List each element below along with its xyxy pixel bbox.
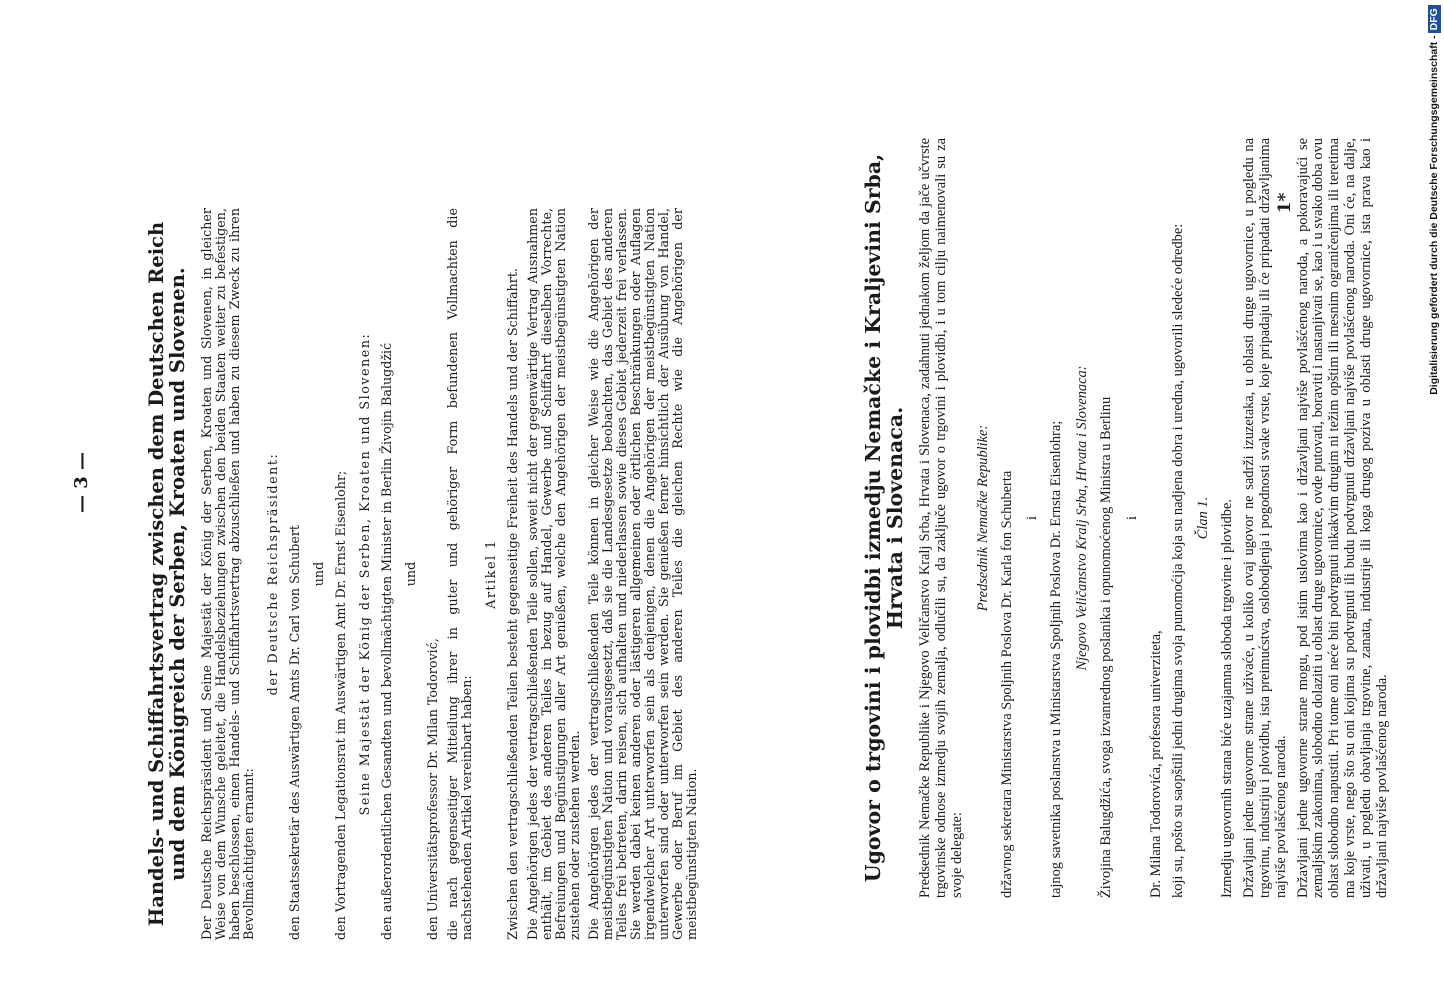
serbian-title: Ugovor o trgovini i plovidbi izmedju Nemačke i Kraljevini Srba, Hrvata i Slovenaca. <box>861 153 908 883</box>
serbian-i-1: i <box>1024 516 1041 520</box>
serbian-column <box>862 138 1397 898</box>
serbian-article-1-paragraph-2: Državljani jedne ugovorne strane uživaće, u koliko ovaj ugovor ne sadrži izuzetaka, u oblasti druge ugovornice, u pogledu na trgovinu, industriju i plovidbu, ista preimućstva, oslobodjenja i pogodnosti svake vrste, koje pripadaju ili će pripadati državljanima najviše povlašćenog naroda. <box>1241 138 1289 898</box>
german-article-1-paragraph-2: Die Angehörigen jedes der vertragschließenden Teile sollen, soweit nicht der gegenwärtige Vertrag Ausnahmen enthält, im Gebiet des anderen Teiles in bezug auf Handel, Gewerbe und Schiffahrt dieselben Vorrechte, Befreiungen und Begünstigungen aller Art genießen, welche den Angehörigen der meistbegünstigten Nation zustehen oder zustehen werden. <box>524 208 582 940</box>
serbian-i-2: i <box>1123 516 1140 520</box>
serbian-delegate-2: tajnog savetnika poslanstva u Ministarstva Spoljnih Poslova Dr. Ernsta Eisenlohra; <box>1048 420 1065 898</box>
german-delegate-3: den außerordentlichen Gesandten und bevollmächtigten Minister in Berlin Živojin Balugdžić <box>378 342 394 940</box>
german-column <box>146 208 705 940</box>
german-delegate-1: den Staatssekretär des Auswärtigen Amts Dr. Carl von Schubert <box>286 524 302 940</box>
signature-mark: 1* <box>1275 192 1295 214</box>
german-article-1-paragraph-1: Zwischen den vertragschließenden Teilen besteht gegenseitige Freiheit des Handels und der Schiffahrt. <box>504 268 520 940</box>
german-party-1: der Deutsche Reichspräsident: <box>264 452 280 696</box>
german-preamble: Der Deutsche Reichspräsident und Seine Majestät der König der Serben, Kroaten und Slovenen, in gleicher Weise von dem Wunsche geleitet, die Handelsbeziehungen zwischen den beiden Staaten weiter zu befestigen, haben beschlossen, einen Handels- und Schiffahrtsvertrag abzuschließen und haben zu diesem Zweck zu ihren Bevollmächtigten ernannt: <box>199 208 256 940</box>
german-delegate-4: den Universitätsprofessor Dr. Milan Todorović, <box>424 638 440 940</box>
german-title: Handels- und Schiffahrtsvertrag zwischen dem Deutschen Reich und dem Königreich der Serben, Kroaten und Slovenen. <box>145 221 190 927</box>
serbian-delegate-4: Dr. Milana Todorovića, profesora univerziteta, <box>1147 630 1164 898</box>
digitization-note <box>1424 0 1444 400</box>
german-article-heading: Artikel 1 <box>482 539 498 609</box>
serbian-closing: koji su, pošto su saopštili jedni drugima svoja punomoćija koja su nadjena dobra i uredna, ugovorili sledeće odredbe: <box>1169 223 1186 898</box>
serbian-article-1-paragraph-1: Izmedju ugovornih strana biće uzajamna sloboda trgovine i plovidbe. <box>1219 499 1236 898</box>
german-closing: die nach gegenseitiger Mitteilung ihrer in guter und gehöriger Form befundenen Vollmachten die nachstehenden Artikel vereinbart haben: <box>444 208 474 940</box>
german-party-2: Seine Majestät der König der Serben, Kroaten und Slovenen: <box>356 332 372 816</box>
serbian-article-heading: Član 1. <box>1195 496 1212 540</box>
dfg-logo: DFG <box>1428 5 1441 33</box>
german-und-2: und <box>402 561 418 587</box>
german-delegate-2: den Vortragenden Legationsrat im Auswärtigen Amt Dr. Ernst Eisenlohr; <box>332 470 348 940</box>
serbian-preamble: Predsednik Nemačke Republike i Njegovo Veličanstvo Kralj Srba, Hrvata i Slovenaca, zadahnuti jednakom željom da jače učvrste trgovinske odnose izmedju svojih zemalja, odlučili su, da zaključe ugovor o trgovini i plovidbi, i u tom cilju naimenovali su za svoje delegate: <box>917 138 965 898</box>
german-und-1: und <box>310 561 326 587</box>
digitization-text: Digitalisierung gefördert durch die Deutsche Forschungsgemeinschaft - <box>1428 35 1440 395</box>
serbian-party-2: Njegovo Veličanstvo Kralj Srba, Hrvata i Slovenaca: <box>1074 365 1091 671</box>
serbian-party-1: Predsednik Nemačke Republike: <box>974 424 991 612</box>
serbian-article-1-paragraph-3: Državljani jedne ugovorne strane mogu, pod istim uslovima kao i državljani najviše povlašćenog naroda, a pokoravajući se zemaljskim zakonima, slobodno dolaziti u oblast druge ugovornice, ovde putovati, boraviti i nastanjivati se, kao i u svako doba ovu oblast slobodno napustiti. Pri tome oni neće biti podvrgnuti nikakvim drugim ni težim opštim ili mesnim ograničenjima ili teretima ma koje vrste, nego što su oni kojima su podvrgnuti ili budu podvrgnuti državljani najviše povlašćenog naroda. Oni će, na dalje, uživati, u pogledu obavljanja trgovine, zanata, industrije ili koga drugog poziva u oblasti druge ugovornice, ista prava kao i državljani najviše povlašćenog naroda. <box>1294 138 1390 898</box>
german-article-1-paragraph-3: Die Angehörigen jedes der vertragschließenden Teile können in gleicher Weise wie die Angehörigen der meistbegünstigten Nation und vorausgesetzt, daß sie die Landesgesetze beobachten, das Gebiet des anderen Teiles frei betreten, darin reisen, sich aufhalten und niederlassen sowie dieses Gebiet jederzeit frei verlassen. Sie werden dabei keinen anderen oder lästigeren allgemeinen oder örtlichen Beschränkungen oder Auflagen irgendwelcher Art unterworfen sein als denjenigen, denen die Angehörigen der meistbegünstigten Nation unterworfen sind oder unterworfen sein werden. Sie genießen ferner hinsichtlich der Ausübung von Handel, Gewerbe oder Beruf im Gebiet des anderen Teiles die gleichen Rechte wie die Angehörigen der meistbegünstigten Nation. <box>586 208 700 940</box>
serbian-delegate-1: državnog sekretara Ministarstva Spoljnih Poslova Dr. Karla fon Schuberta <box>998 470 1015 898</box>
serbian-delegate-3: Živojina Balugdžića, svoga izvanrednog poslanika i opunomoćenog Ministra u Berlinu <box>1098 396 1114 898</box>
page-number: — 3 — <box>71 451 92 513</box>
